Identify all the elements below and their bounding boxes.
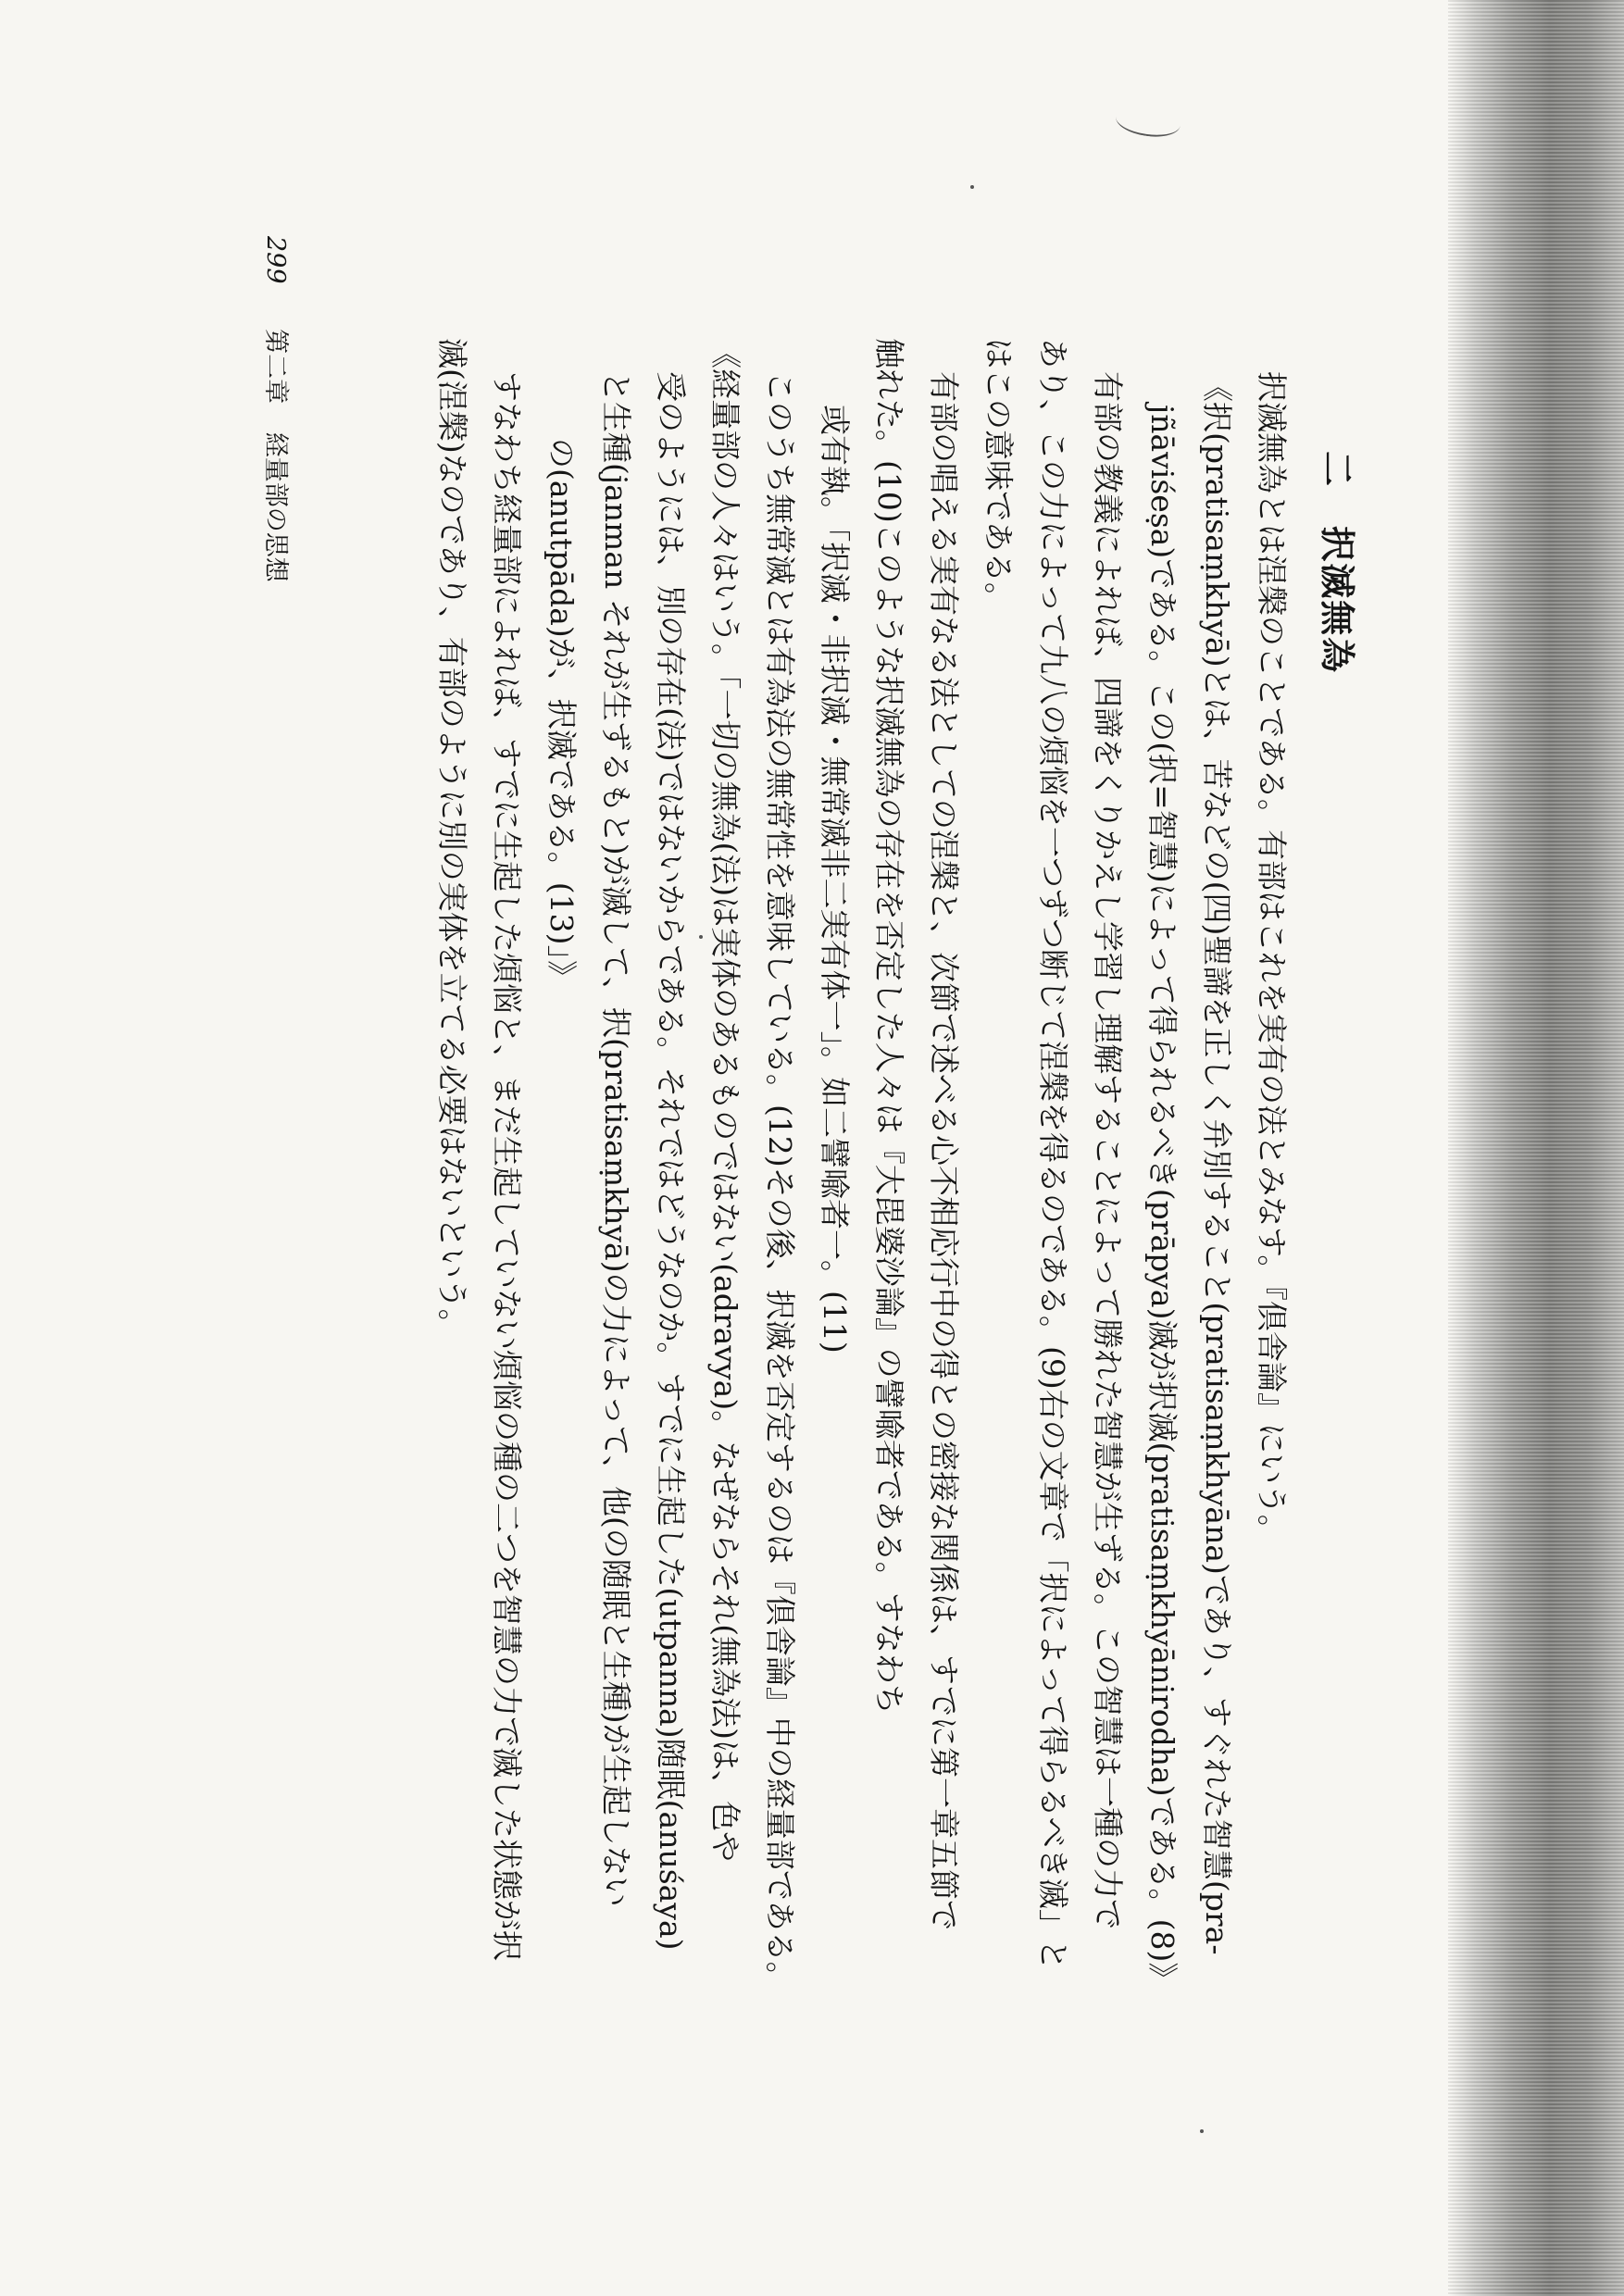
- text-line: このうち無常滅とは有為法の無常性を意味している。(12)その後、択滅を否定するのは『倶舎論』中の経量部である。: [762, 371, 798, 1992]
- text-line: 触れた。(10)このような択滅無為の存在を否定した人々は『大毘婆沙論』の譬喩者である。すなわち: [871, 338, 907, 1715]
- text-line: の(anutpāda)が、択滅である。(13)」》: [543, 438, 580, 992]
- page-number: 299: [261, 236, 290, 284]
- text-line: 受のようには、別の存在(法)ではないからである。それではどうなのか。すでに生起した(utpanna)随眠(anuśaya): [653, 371, 689, 1951]
- text-line: 或有執。「択滅・非択滅・無常滅非二実有体一」。如二譬喩者一。(11): [817, 405, 853, 1354]
- text-line: 《択(pratisaṃkhyā)とは、苦などの(四)聖諦を正しく弁別すること(pratisaṃkhyāna)であり、すぐれた智慧(pra-: [1199, 371, 1235, 1955]
- scan-mark: [1114, 102, 1182, 140]
- text-line: あり、この力によって九八の煩悩を一つずつ断じて涅槃を得るのである。(9)右の文章で「択によって得らるべき滅」と: [1035, 338, 1071, 1970]
- chapter-title: 経量部の思想: [261, 431, 290, 582]
- scan-speck: [970, 185, 974, 189]
- chapter-number: 第二章: [261, 329, 290, 405]
- text-line: 滅(涅槃)なのであり、有部のように別の実体を立てる必要はないという。: [434, 338, 470, 1340]
- text-line: 有部の唱える実有なる法としての涅槃と、次節で述べる心不相応行中の得との密接な関係は、すでに第一章五節で: [926, 371, 962, 1930]
- section-number: 二: [1317, 451, 1357, 489]
- text-line: すなわち経量部によれば、すでに生起した煩悩と、まだ生起していない煩悩の種の二つを智慧の力で滅した状態が択: [489, 371, 525, 1961]
- text-line: jñāviśeṣa)である。この(択=智慧)によって得られるべき(prāpya)滅が択滅(pratisaṃkhyānirodha)である。(8)》: [1144, 405, 1181, 1993]
- book-page: [167, 236, 1370, 2088]
- text-line: 《経量部の人々はいう。「一切の無為(法)は実体のあるものではない(adravya)。なぜならそれ(無為法)は、色や: [707, 338, 743, 1862]
- section-title: 択滅無為: [1317, 526, 1357, 675]
- text-line: と生種(janman それが生ずるもと)が滅して、択(pratisaṃkhyā)の力によって、他(の随眠と生種)が生起しない: [598, 371, 634, 1907]
- running-header: [259, 236, 296, 977]
- text-line: 択滅無為とは涅槃のことである。有部はこれを実有の法とみなす。『倶舎論』にいう。: [1254, 371, 1290, 1545]
- text-line: 有部の教義によれば、四諦をくりかえし学習し理解することによって勝れた智慧が生ずる。この智慧は一種の力で: [1090, 371, 1126, 1929]
- scan-speck: [1200, 2129, 1204, 2133]
- section-heading: [1315, 451, 1366, 674]
- text-line: はこの意味である。: [981, 338, 1017, 613]
- book-binding-shadow: [1448, 0, 1624, 2296]
